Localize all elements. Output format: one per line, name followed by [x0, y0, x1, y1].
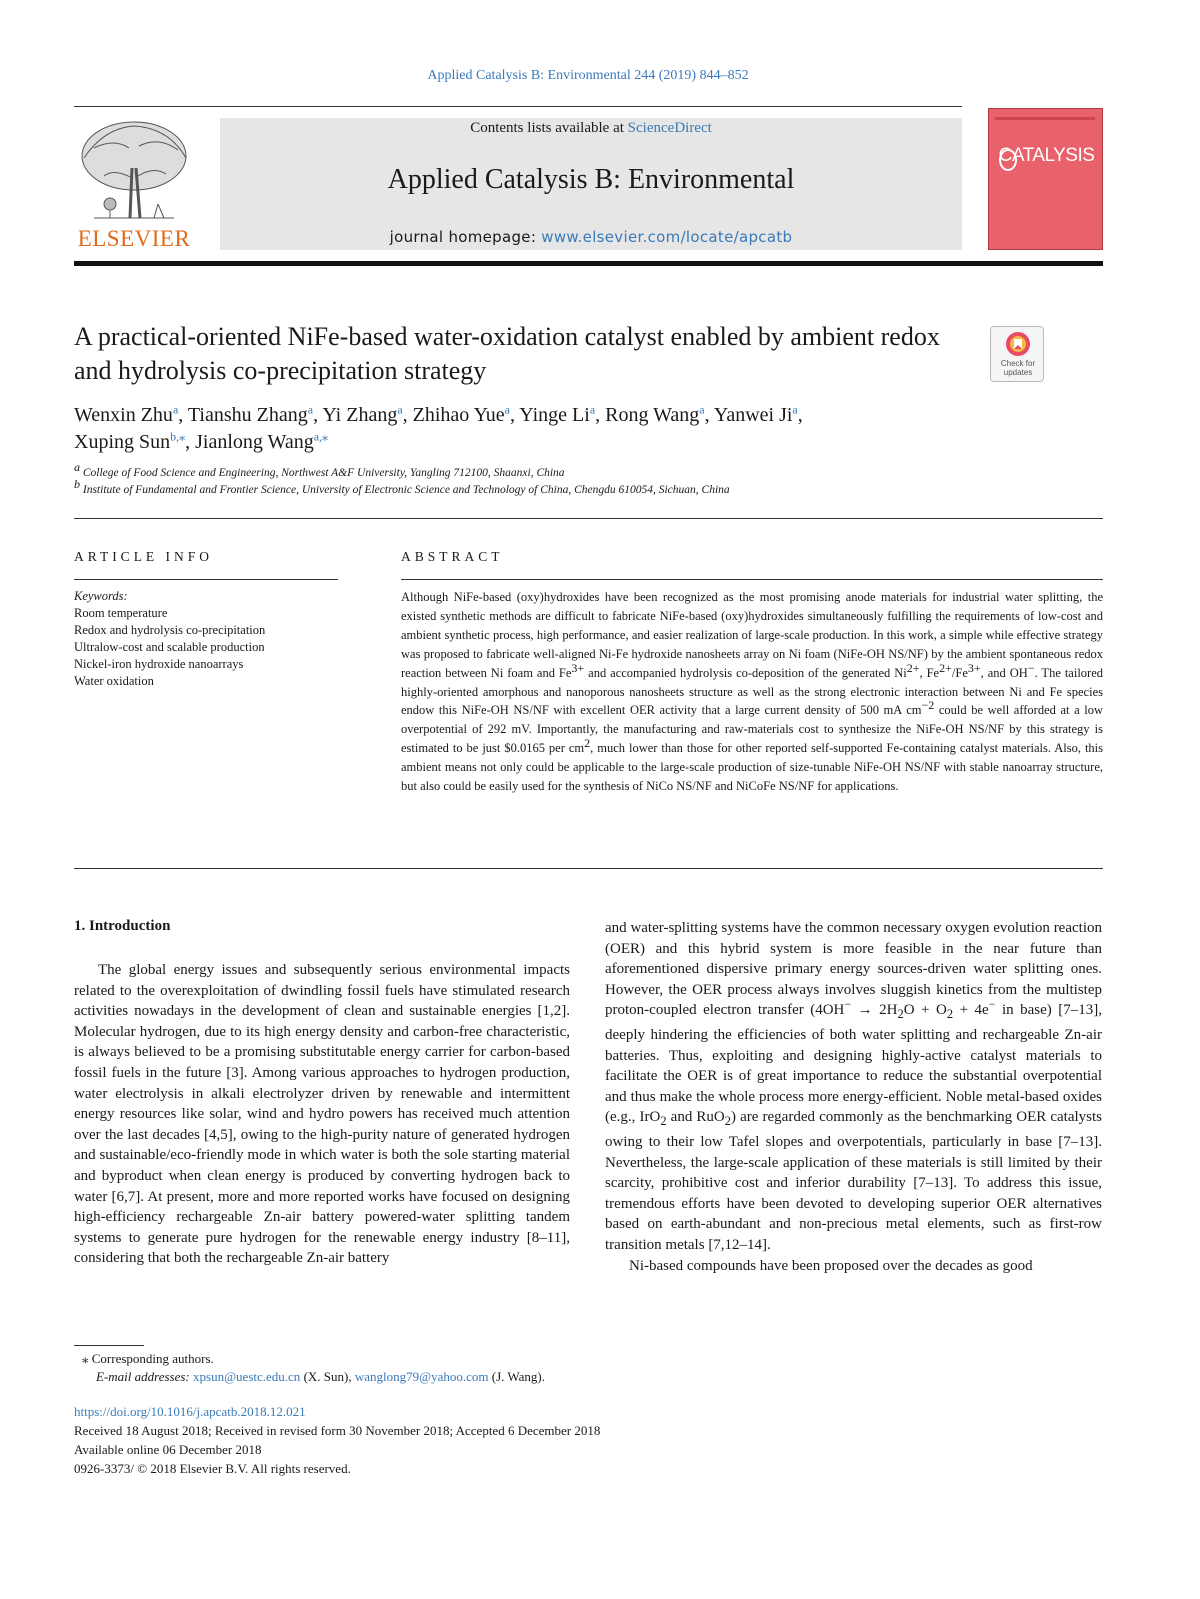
keywords-block [74, 588, 338, 690]
article-title: A practical-oriented NiFe-based water-oxidation catalyst enabled by ambient redox and hydrolysis co-precipitation strategy [74, 322, 940, 385]
abstract-bottom-rule [74, 868, 1103, 869]
author[interactable]: Tianshu Zhang$^a$ [187, 402, 314, 426]
footnote-rule [74, 1345, 144, 1346]
cover-strip [995, 117, 1095, 120]
crossmark-label: Check for updates [1000, 359, 1036, 377]
homepage-prefix: journal homepage: [389, 228, 542, 246]
journal-masthead [220, 118, 962, 250]
section-title: 1. Introduction [74, 918, 171, 934]
affiliation-b: $^b$ Institute of Fundamental and Frontier Science, University of Electronic Science and Technology of China, Chengdu 610054, Sichuan, China [74, 477, 730, 496]
crossmark-icon [1005, 331, 1031, 357]
author[interactable]: Zhihao Yue$^a$ [412, 402, 510, 426]
section-rule [74, 518, 1103, 519]
contents-prefix: Contents lists available at [470, 120, 628, 136]
sciencedirect-link[interactable]: ScienceDirect [627, 120, 712, 136]
article-metadata [74, 1402, 974, 1478]
author-list: Wenxin Zhu$^a$, Tianshu Zhang$^a$, Yi Zhang$^a$, Zhihao Yue$^a$, Yinge Li$^a$, Rong Wang$^a$, Yanwei Ji$^a$, Xuping Sun$^{b,⁎}$, Jianlong Wang$^{a,⁎}$ [74, 402, 803, 453]
journal-name: Applied Catalysis B: Environmental [387, 164, 795, 195]
email-link[interactable]: wanglong79@yahoo.com [354, 1369, 489, 1384]
keyword: Room temperature [74, 606, 168, 620]
journal-reference[interactable]: Applied Catalysis B: Environmental 244 (2019) 844–852 [427, 68, 749, 83]
affiliation-a: $^a$ College of Food Science and Engineering, Northwest A&F University, Yangling 712100, Shaanxi, China [74, 460, 565, 479]
check-for-updates-badge[interactable] [990, 326, 1044, 382]
doi-link[interactable]: https://doi.org/10.1016/j.apcatb.2018.12.021 [74, 1404, 306, 1419]
contents-line [220, 120, 962, 137]
paragraph: Ni-based compounds have been proposed over the decades as good [629, 1257, 1033, 1274]
article-info-heading: ARTICLE INFO [74, 549, 214, 564]
author[interactable]: Yanwei Ji$^a$ [713, 402, 798, 426]
author[interactable]: Yi Zhang$^a$ [322, 402, 403, 426]
footnotes [74, 1350, 774, 1386]
corresponding-note: ⁎ Corresponding authors. [82, 1351, 214, 1366]
email-link[interactable]: xpsun@uestc.edu.cn [193, 1369, 301, 1384]
top-rule [74, 106, 962, 107]
keyword: Water oxidation [74, 674, 154, 688]
author[interactable]: Jianlong Wang$^{a,⁎}$ [195, 429, 329, 453]
copyright: 0926-3373/ © 2018 Elsevier B.V. All rights reserved. [74, 1461, 351, 1476]
info-rule [74, 579, 338, 580]
author[interactable]: Wenxin Zhu$^a$ [74, 402, 179, 426]
author[interactable]: Xuping Sun$^{b,⁎}$ [74, 429, 186, 453]
keywords-label: Keywords: [74, 589, 128, 603]
homepage-link[interactable]: www.elsevier.com/locate/apcatb [541, 228, 793, 246]
abstract-heading: ABSTRACT [401, 549, 504, 564]
header-thick-rule [74, 261, 1103, 266]
keyword: Redox and hydrolysis co-precipitation [74, 623, 266, 637]
abstract-rule [401, 579, 1103, 580]
elsevier-wordmark: ELSEVIER [77, 226, 191, 251]
homepage-line [220, 228, 962, 246]
intro-right-column: and water-splitting systems have the common necessary oxygen evolution reaction (OER) and this hybrid system is more feasible in the near future than aforementioned dispersive primary energy sources-driven water splitting ones. However, the OER process always involves sluggish kinetics from the multistep proton-coupled electron transfer ($4OH^- \to 2H_2O + O_2 + 4e^-$ in base) [7–13], deeply hindering the efficiencies of both water splitting and rechargeable Zn-air batteries. Thus, exploiting and designing highly-active catalyst materials to facilitate the OER is of great importance to reduce the substantial overpotential and thus make the whole process more energy-efficient. Noble metal-based oxides (e.g., IrO$_2$ and RuO$_2$) are regarded commonly as the benchmarking OER catalysts owing to their low Tafel slopes and overpotentials, particularly in base [7–13]. Nevertheless, the large-scale application of these materials is still limited by their scarcity, prohibitive cost and inferior durability [7–13]. To address this issue, tremendous efforts have been devoted to developing superior OER alternatives based on earth-abundant and non-precious metal elements, such as first-row transition metals [7,12–14]. Ni-based compounds have been proposed over the decades as good [605, 918, 1102, 1276]
cover-title: CATALYSIS [998, 145, 1095, 166]
keyword: Nickel-iron hydroxide nanoarrays [74, 657, 244, 671]
email-line: E-mail addresses: xpsun@uestc.edu.cn (X. Sun), wanglong79@yahoo.com (J. Wang). [96, 1369, 545, 1384]
abstract-text: Although NiFe-based (oxy)hydroxides have been recognized as the most promising anode materials for industrial water splitting, the existed synthetic methods are difficult to fabricate NiFe-based (oxy)hydroxides simultaneously fulfilling the requirements of low-cost and ambient synthetic process, high performance, and easier realization of large-scale production. In this work, a simple while effective strategy was proposed to fabricate well-aligned Ni-Fe hydroxide nanosheets array on Ni foam (NiFe-OH NS/NF) by the ambient spontaneous redox reaction between Ni foam and $Fe^{3+}$ and accompanied hydrolysis co-deposition of the generated $Ni^{2+}$, $Fe^{2+}/Fe^{3+}$, and OH−. The tailored highly-oriented amorphous and nanoporous nanosheets structure as well as the strong electronic interaction between Ni and Fe species endow this NiFe-OH NS/NF with excellent OER activity that a large current density of 500 mA $cm^{-2}$ could be well afforded at a low overpotential of 292 mV. Importantly, the manufacturing and raw-materials cost to synthesize the NiFe-OH NS/NF by this strategy is estimated to be just $0.0165 per $cm^2$, much lower than those for other reported self-supported Fe-containing catalyst materials. Also, this ambient means not only could be applicable to the large-scale production of size-tunable NiFe-OH NS/NF with stable nanoarray structure, but also could be easily used for the synthesis of NiCo NS/NF and NiCoFe NS/NF for applications. [401, 590, 1104, 794]
available-online: Available online 06 December 2018 [74, 1442, 262, 1457]
received-dates: Received 18 August 2018; Received in revised form 30 November 2018; Accepted 6 December 2018 [74, 1423, 601, 1438]
intro-left-column: The global energy issues and subsequently serious environmental impacts related to the overexploitation of dwindling fossil fuels have stimulated research activities nowadays in the development of clean and sustainable energies [1,2]. Molecular hydrogen, due to its high energy density and carbon-free characteristic, is always believed to be a promising substitutable energy carrier for carbon-based fossil fuels in the future [3]. Among various approaches to hydrogen production, water electrolysis in alkali electrolyzer driven by renewable and intermittent energy resources like solar, wind and hydro powers has received much attention over the last decades [4,5], owing to the high-purity nature of generated hydrogen and sustainable/eco-friendly mode in which water is both the sole starting material and byproduct when clean energy is produced by converting hydrogen back to water [6,7]. At present, more and more reported works have focused on designing high-efficiency rechargeable Zn-air battery powered-water splitting tandem systems to generate pure hydrogen for the renewable energy industry [8–11], considering that both the rechargeable Zn-air battery [74, 962, 570, 1267]
author[interactable]: Rong Wang$^a$ [605, 402, 705, 426]
author[interactable]: Yinge Li$^a$ [519, 402, 596, 426]
cover-emblem-icon [999, 149, 1017, 171]
elsevier-tree-icon [74, 118, 194, 226]
journal-cover-image[interactable] [988, 108, 1103, 250]
keyword: Ultralow-cost and scalable production [74, 640, 265, 654]
